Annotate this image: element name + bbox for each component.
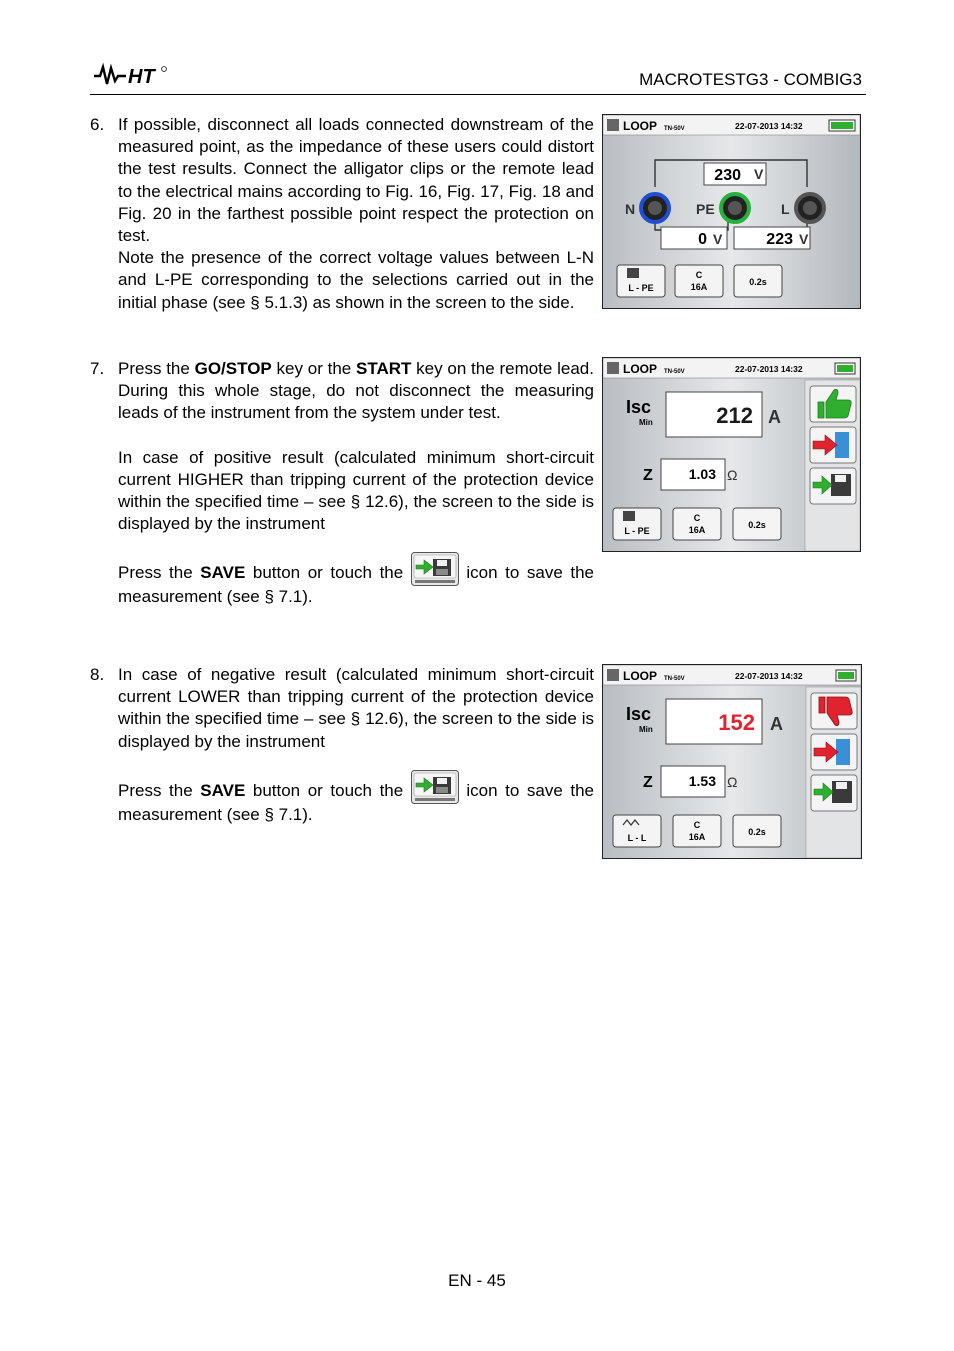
save-icon[interactable] — [810, 468, 856, 504]
step-7-paragraph-1: Press the GO/STOP key or the START key on the remote lead. During this whole stage, do not disconnect the measuring leads of the instrument from the system under test. — [118, 359, 594, 423]
trip-time-button[interactable] — [734, 265, 782, 297]
function-button[interactable] — [617, 265, 665, 297]
svg-text:C: C — [693, 513, 701, 523]
screen-negative-result — [602, 664, 862, 859]
z-label: Z — [643, 467, 653, 484]
screen-voltage-check — [602, 114, 861, 309]
mode-label: LOOP — [623, 669, 658, 683]
battery-icon — [835, 363, 855, 374]
datetime-label: 22-07-2013 14:32 — [735, 364, 803, 374]
terminal-pe-label: PE — [696, 201, 715, 217]
npe-voltage-value: 0 — [698, 231, 707, 248]
step-7-save-instruction: Press the SAVE button or touch the icon to save the measurement (see § 7.1). — [118, 552, 594, 608]
isc-label: Isc — [626, 397, 652, 417]
svg-text:16A: 16A — [688, 525, 706, 535]
datetime-label: 22-07-2013 14:32 — [735, 121, 803, 131]
system-label: TN-50V — [664, 126, 685, 132]
svg-text:0.2s: 0.2s — [749, 277, 767, 287]
isc-unit: A — [770, 714, 783, 734]
function-button[interactable] — [613, 508, 661, 540]
page-number: EN - 45 — [448, 1271, 506, 1290]
mode-label: LOOP — [623, 362, 658, 376]
ln-voltage-unit: V — [754, 166, 764, 182]
save-icon — [411, 770, 459, 804]
step-7-paragraph-2: In case of positive result (calculated minimum short-circuit current HIGHER than tripping current of the protection device within the specified time – see § 12.6), the screen to the side is displayed by the instrument — [118, 447, 594, 534]
header-divider — [90, 94, 866, 95]
svg-text:C: C — [695, 270, 703, 280]
svg-text:0.2s: 0.2s — [748, 827, 766, 837]
thumbs-down-icon — [811, 693, 857, 729]
exit-icon[interactable] — [811, 734, 857, 770]
npe-voltage-unit: V — [713, 231, 723, 247]
isc-label: Isc — [626, 704, 652, 724]
step-number: 6. — [90, 115, 105, 134]
isc-unit: A — [768, 407, 781, 427]
mode-label: LOOP — [623, 119, 658, 133]
save-key: SAVE — [200, 563, 246, 583]
terminal-n-label: N — [625, 201, 636, 217]
lpe-voltage-unit: V — [799, 231, 809, 247]
isc-min-label: Min — [639, 725, 653, 734]
ht-logo-text: HT — [128, 66, 155, 88]
function-button-label: L - PE — [624, 526, 650, 536]
step-number: 7. — [90, 359, 105, 378]
battery-icon — [829, 120, 855, 131]
svg-text:0.2s: 0.2s — [748, 520, 766, 530]
system-label: TN-50V — [664, 676, 685, 682]
isc-value: 212 — [716, 403, 753, 428]
datetime-label: 22-07-2013 14:32 — [735, 671, 803, 681]
lpe-voltage-value: 223 — [766, 231, 793, 248]
protection-curve-button[interactable] — [673, 508, 721, 540]
svg-text:16A: 16A — [688, 832, 706, 842]
svg-text:16A: 16A — [690, 282, 708, 292]
save-icon — [411, 552, 459, 586]
start-key: START — [356, 359, 412, 378]
go-stop-key: GO/STOP — [194, 359, 272, 378]
step-6-paragraph-1: If possible, disconnect all loads connected downstream of the measured point, as the impedance of these users could distort the test results. Connect the alligator clips or the remote lead to the electrical mains according to Fig. 16, Fig. 17, Fig. 18 and Fig. 20 in the farthest possible point respect the protection on test. — [118, 115, 594, 246]
z-unit: Ω — [727, 774, 738, 790]
terminal-l-label: L — [781, 201, 790, 217]
exit-icon[interactable] — [810, 427, 856, 463]
ln-voltage-value: 230 — [714, 167, 741, 184]
home-icon[interactable] — [607, 669, 619, 681]
z-label: Z — [643, 774, 653, 791]
save-icon[interactable] — [811, 775, 857, 811]
step-number: 8. — [90, 665, 105, 684]
thumbs-up-icon — [810, 386, 856, 422]
isc-min-label: Min — [639, 418, 653, 427]
z-unit: Ω — [727, 467, 738, 483]
save-key: SAVE — [200, 780, 246, 800]
battery-icon — [836, 670, 856, 681]
screen-positive-result — [602, 357, 861, 552]
svg-text:C: C — [693, 820, 701, 830]
step-8-paragraph-1: In case of negative result (calculated minimum short-circuit current LOWER than tripping current of the protection device within the specified time – see § 12.6), the screen to the side is displayed by the instrument — [118, 665, 594, 751]
function-button-label: L - L — [627, 833, 647, 843]
trip-time-button[interactable] — [733, 815, 781, 847]
z-value: 1.03 — [688, 466, 716, 482]
home-icon[interactable] — [607, 119, 619, 131]
z-value: 1.53 — [688, 773, 716, 789]
trip-time-button[interactable] — [733, 508, 781, 540]
step-6-paragraph-2: Note the presence of the correct voltage values between L-N and L-PE corresponding to the selections carried out in the initial phase (see § 5.1.3) as shown in the screen to the side. — [118, 248, 594, 312]
step-8-save-instruction: Press the SAVE button or touch the icon to save the measurement (see § 7.1). — [118, 770, 594, 826]
isc-value: 152 — [718, 710, 755, 735]
protection-curve-button[interactable] — [673, 815, 721, 847]
function-button[interactable] — [613, 815, 661, 847]
protection-curve-button[interactable] — [675, 265, 723, 297]
system-label: TN-50V — [664, 369, 685, 375]
ht-logo — [92, 62, 170, 88]
document-title: MACROTESTG3 - COMBIG3 — [639, 70, 862, 89]
function-button-label: L - PE — [628, 283, 654, 293]
home-icon[interactable] — [607, 362, 619, 374]
